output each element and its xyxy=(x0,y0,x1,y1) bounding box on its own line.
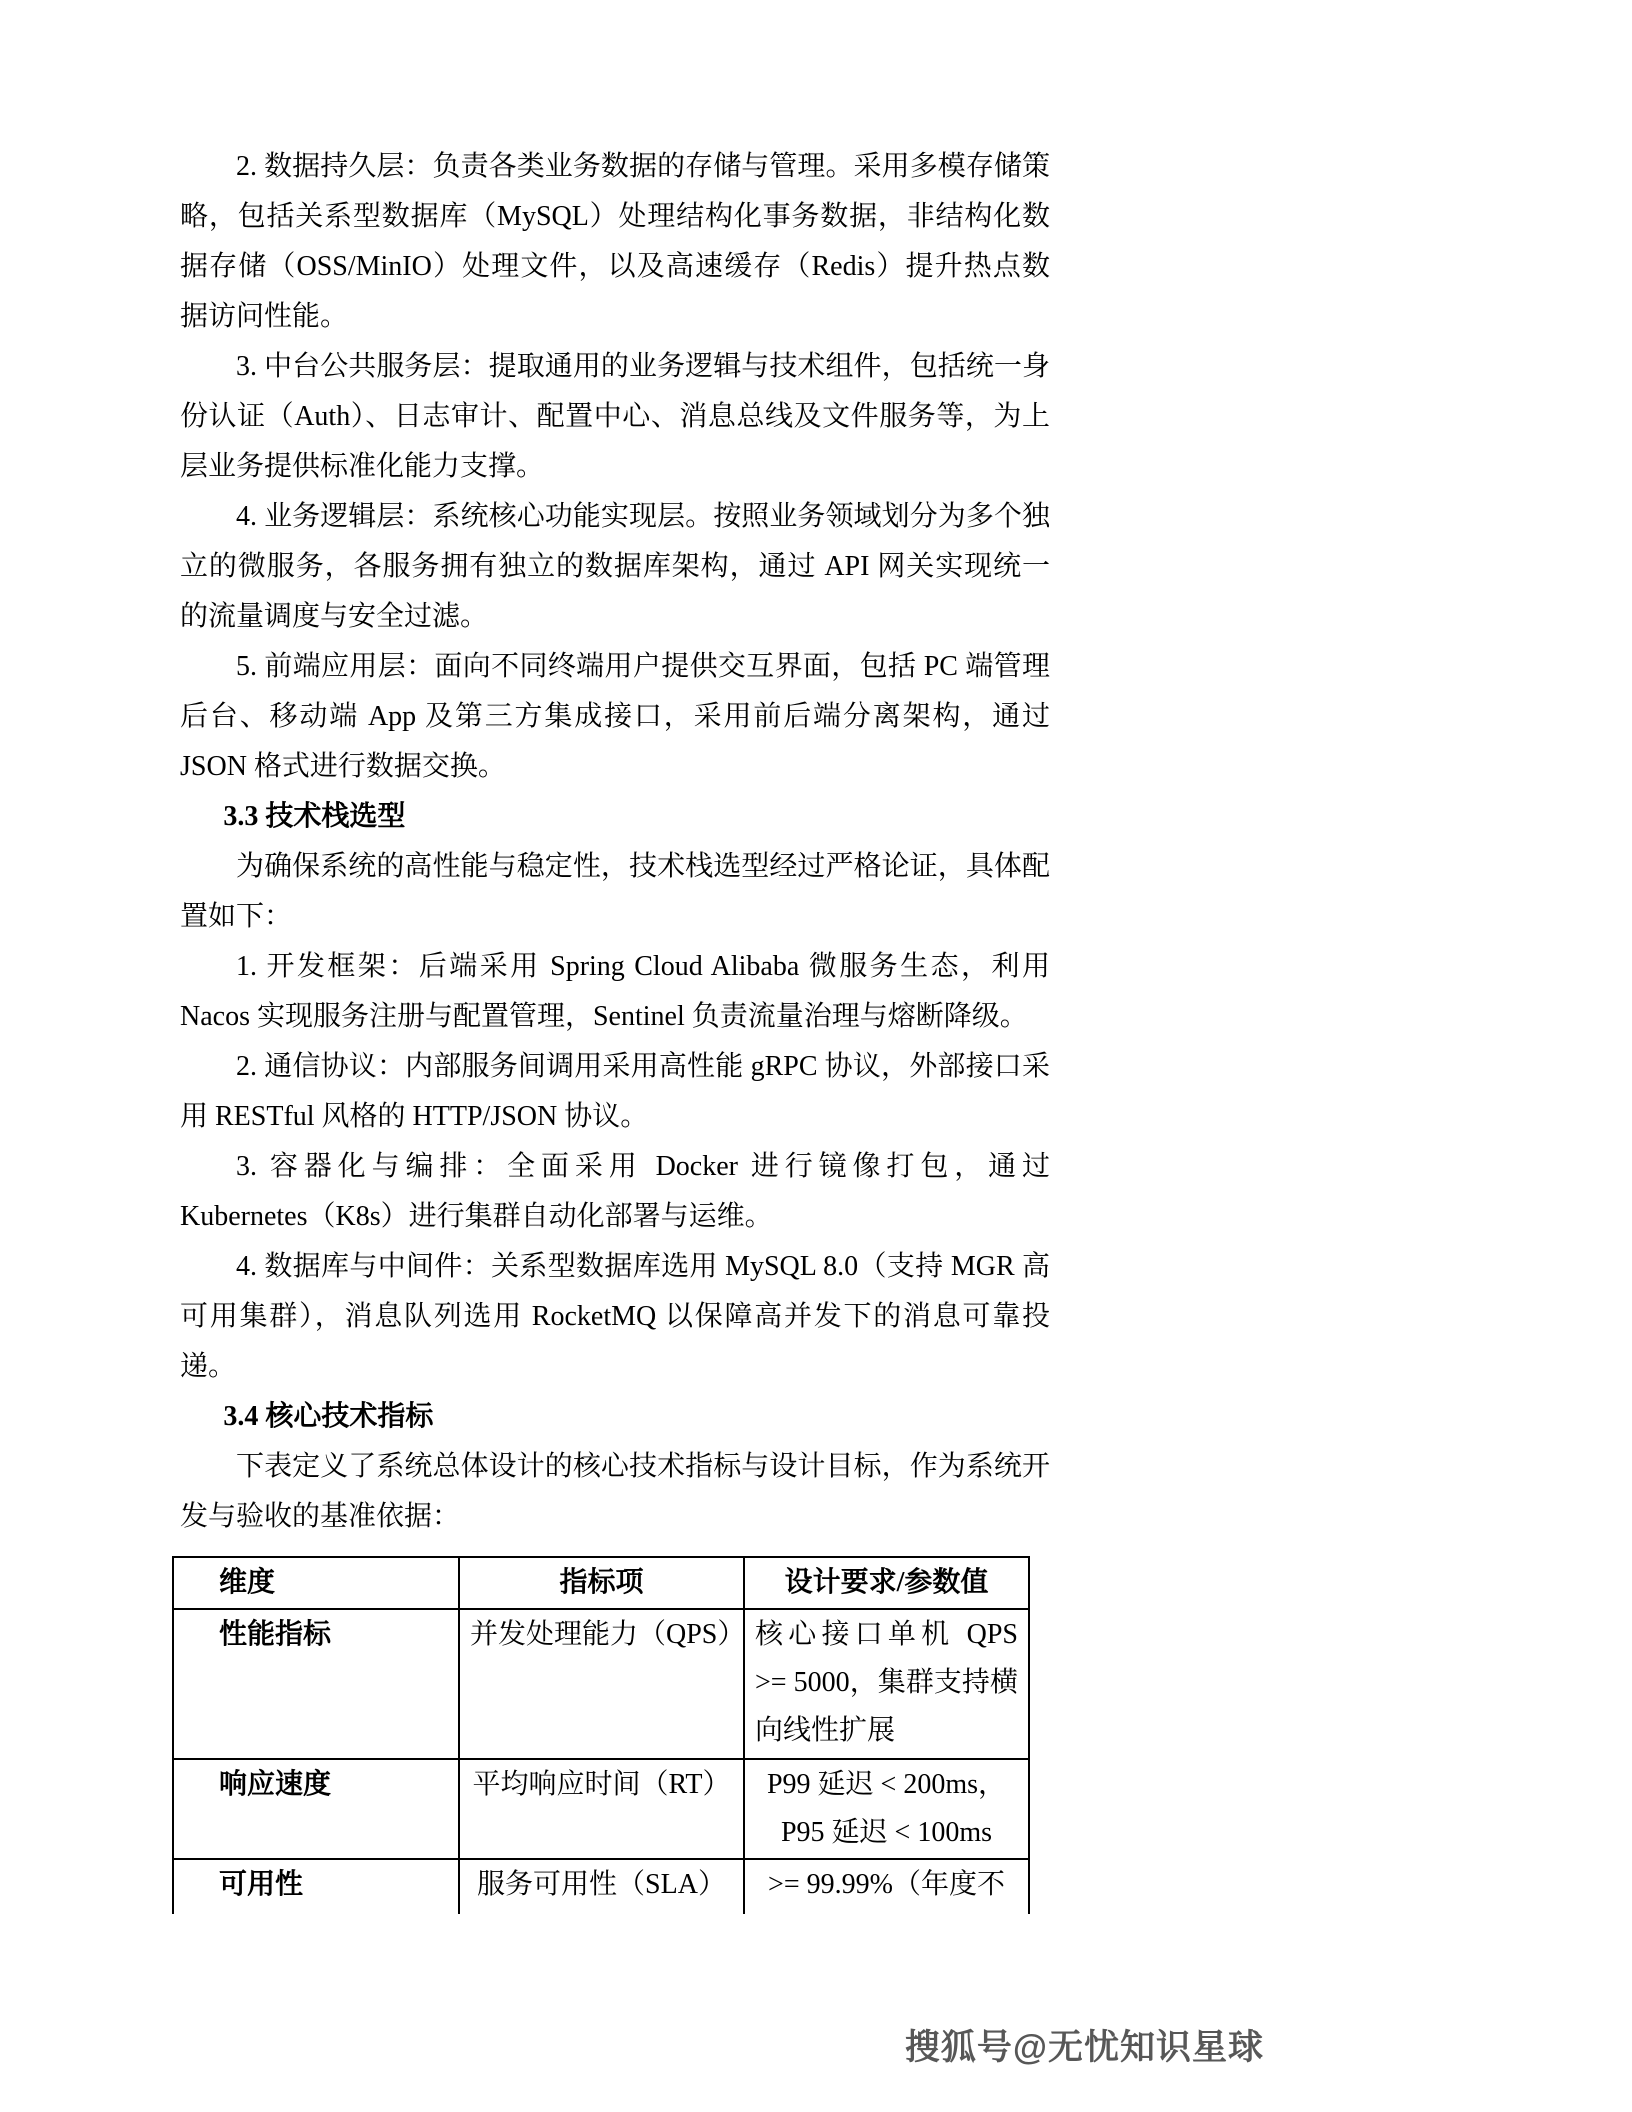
paragraph-communication-protocol: 2. 通信协议：内部服务间调用采用高性能 gRPC 协议，外部接口采用 RESTful 风格的 HTTP/JSON 协议。 xyxy=(180,1051,1050,1132)
paragraph-database-middleware: 4. 数据库与中间件：关系型数据库选用 MySQL 8.0（支持 MGR 高可用集群），消息队列选用 RocketMQ 以保障高并发下的消息可靠投递。 xyxy=(180,1251,1050,1382)
table-cell-dimension: 性能指标 xyxy=(173,1609,459,1759)
table-cell-metric: 平均响应时间（RT） xyxy=(459,1759,744,1859)
paragraph-containerization: 3. 容器化与编排：全面采用 Docker 进行镜像打包，通过 Kubernetes（K8s）进行集群自动化部署与运维。 xyxy=(180,1151,1050,1232)
paragraph-metrics-intro: 下表定义了系统总体设计的核心技术指标与设计目标，作为系统开发与验收的基准依据： xyxy=(180,1451,1050,1532)
table-row-availability xyxy=(173,1859,1029,1914)
table-header-requirement: 设计要求/参数值 xyxy=(744,1557,1029,1609)
section-heading-3-4: 3.4 核心技术指标 xyxy=(223,1401,434,1432)
table-header-metric: 指标项 xyxy=(459,1557,744,1609)
watermark: 搜狐号@无忧知识星球 xyxy=(904,2028,1264,2067)
table-cell-dimension: 可用性 xyxy=(173,1859,459,1914)
table-row-performance xyxy=(173,1609,1029,1759)
table-row-response xyxy=(173,1759,1029,1859)
paragraph-data-persistence-layer: 2. 数据持久层：负责各类业务数据的存储与管理。采用多模存储策略，包括关系型数据库（MySQL）处理结构化事务数据，非结构化数据存储（OSS/MinIO）处理文件，以及高速缓存（Redis）提升热点数据访问性能。 xyxy=(180,151,1050,332)
paragraph-dev-framework: 1. 开发框架：后端采用 Spring Cloud Alibaba 微服务生态，利用 Nacos 实现服务注册与配置管理，Sentinel 负责流量治理与熔断降级。 xyxy=(180,951,1050,1032)
section-heading-3-3: 3.3 技术栈选型 xyxy=(223,801,406,832)
table-header-dimension: 维度 xyxy=(173,1557,459,1609)
paragraph-middle-platform-layer: 3. 中台公共服务层：提取通用的业务逻辑与技术组件，包括统一身份认证（Auth）、日志审计、配置中心、消息总线及文件服务等，为上层业务提供标准化能力支撑。 xyxy=(180,351,1050,482)
metrics-table xyxy=(172,1556,1030,1914)
paragraph-frontend-app-layer: 5. 前端应用层：面向不同终端用户提供交互界面，包括 PC 端管理后台、移动端 App 及第三方集成接口，采用前后端分离架构，通过 JSON 格式进行数据交换。 xyxy=(180,651,1050,782)
table-header-row xyxy=(173,1557,1029,1609)
table-cell-metric: 并发处理能力（QPS） xyxy=(459,1609,744,1759)
paragraph-business-logic-layer: 4. 业务逻辑层：系统核心功能实现层。按照业务领域划分为多个独立的微服务，各服务拥有独立的数据库架构，通过 API 网关实现统一的流量调度与安全过滤。 xyxy=(180,501,1050,632)
table-cell-requirement: >= 99.99%（年度不 xyxy=(744,1859,1029,1914)
table-cell-dimension: 响应速度 xyxy=(173,1759,459,1859)
document-content xyxy=(180,142,1050,1914)
table-cell-requirement: 核心接口单机 QPS >= 5000，集群支持横向线性扩展 xyxy=(744,1609,1029,1759)
table-cell-requirement: P99 延迟 < 200ms，P95 延迟 < 100ms xyxy=(744,1759,1029,1859)
paragraph-tech-stack-intro: 为确保系统的高性能与稳定性，技术栈选型经过严格论证，具体配置如下： xyxy=(180,851,1050,932)
table-cell-metric: 服务可用性（SLA） xyxy=(459,1859,744,1914)
metrics-table-container xyxy=(172,1556,1050,1914)
